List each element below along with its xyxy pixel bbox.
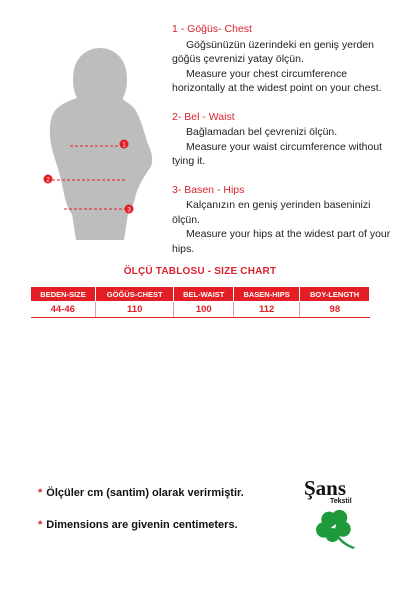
section-heading: 1 - Göğüs- Chest <box>172 23 252 35</box>
section-text-tr: Göğsünüzün üzerindeki en geniş yerden göğüs çevrenizi yatay ölçün. <box>172 38 374 65</box>
header-hips: BASEN-HIPS <box>234 287 300 302</box>
section-heading: 3- Basen - Hips <box>172 183 245 196</box>
cell-length: 98 <box>300 302 370 318</box>
note-text: Dimensions are givenin centimeters. <box>46 519 238 531</box>
size-chart-table <box>30 286 370 318</box>
marker-1-label: 1 <box>122 142 126 149</box>
note-bullet: * <box>38 519 43 531</box>
header-size: BEDEN-SIZE <box>31 287 96 302</box>
header-length: BOY-LENGTH <box>300 287 370 302</box>
marker-3-label: 3 <box>127 207 131 214</box>
note-turkish <box>38 487 244 499</box>
section-text-en: Measure your chest circumference horizontally at the widest point on your chest. <box>172 67 382 94</box>
note-bullet: * <box>38 487 43 499</box>
section-hips <box>172 183 392 257</box>
body-silhouette <box>50 48 152 240</box>
brand-subtitle: Tekstil <box>330 498 352 505</box>
section-heading: 2- Bel - Waist <box>172 110 235 123</box>
header-chest: GÖĞÜS-CHEST <box>96 287 174 302</box>
measurement-instructions <box>172 22 392 270</box>
marker-chest <box>120 140 129 149</box>
section-text-en: Measure your hips at the widest part of your hips. <box>172 228 391 255</box>
brand-logo <box>300 476 370 556</box>
clover-icon <box>310 507 362 551</box>
cell-waist: 100 <box>174 302 234 318</box>
note-english <box>38 519 238 531</box>
section-waist <box>172 110 392 169</box>
body-figure <box>30 44 170 244</box>
marker-waist <box>44 175 53 184</box>
section-text-tr: Kalçanızın en geniş yerinden baseninizi ölçün. <box>172 199 371 226</box>
brand-name: Şans <box>304 476 347 500</box>
size-chart-title: ÖLÇÜ TABLOSU - SIZE CHART <box>123 266 277 277</box>
section-text-en: Measure your waist circumference without tying it. <box>172 140 383 167</box>
header-waist: BEL-WAIST <box>174 287 234 302</box>
marker-hips <box>125 205 134 214</box>
section-chest <box>172 22 392 96</box>
cell-hips: 112 <box>234 302 300 318</box>
table-row <box>31 302 370 318</box>
cell-chest: 110 <box>96 302 174 318</box>
note-text: Ölçüler cm (santim) olarak verirmiştir. <box>46 487 244 499</box>
section-text-tr: Bağlamadan bel çevrenizi ölçün. <box>186 126 338 138</box>
cell-size: 44-46 <box>31 302 96 318</box>
marker-2-label: 2 <box>46 177 50 184</box>
table-header-row <box>31 287 370 302</box>
